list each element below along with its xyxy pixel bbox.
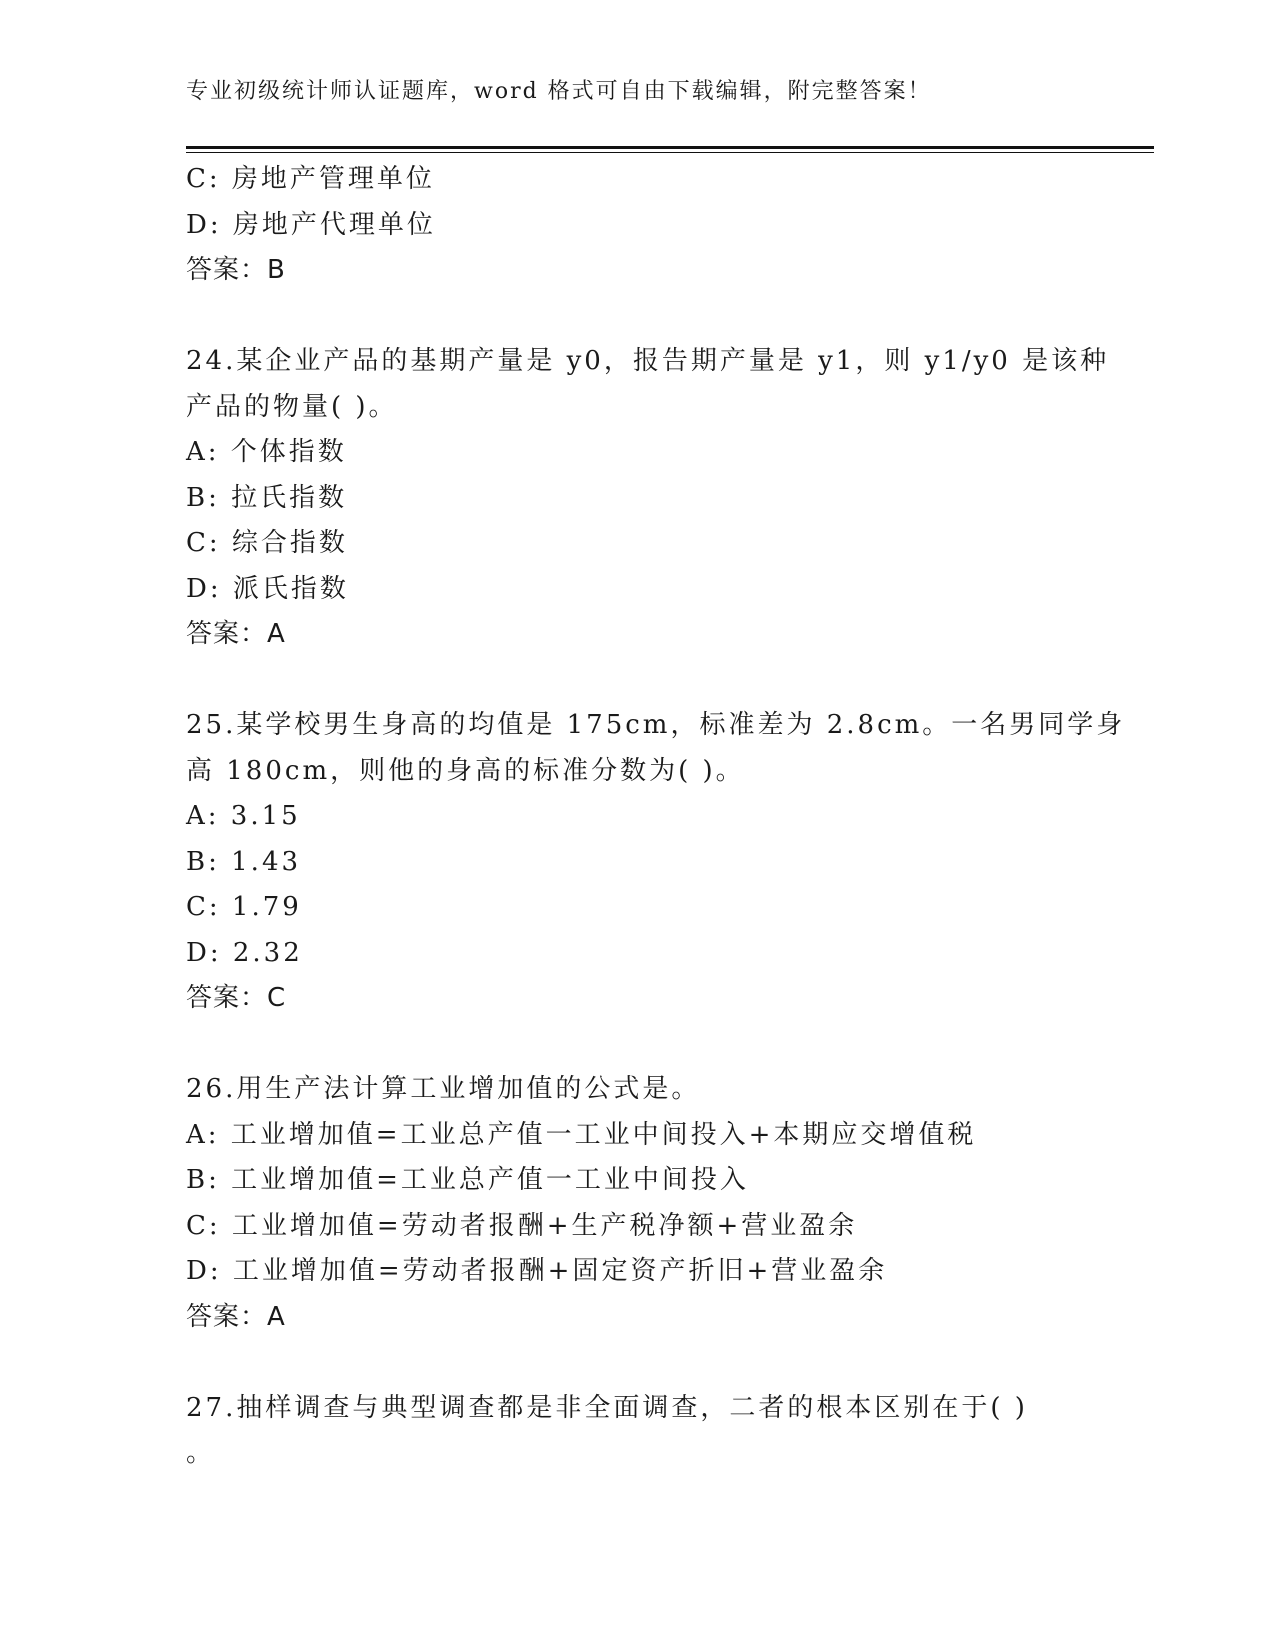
option-line: C: 房地产管理单位: [186, 164, 435, 194]
question-stem: 。: [186, 1438, 216, 1468]
question-stem: 产品的物量( )。: [186, 391, 398, 422]
header-divider-thick: [186, 146, 1154, 149]
option-line: D: 2.32: [186, 937, 303, 968]
option-line: C: 综合指数: [186, 528, 348, 558]
answer-line: 答案：A: [186, 1301, 286, 1332]
spacer: [186, 658, 1086, 704]
option-line: B: 工业增加值=工业总产值一工业中间投入: [186, 1165, 749, 1195]
option-line: D: 工业增加值=劳动者报酬+固定资产折旧+营业盈余: [186, 1256, 888, 1286]
page-header: 专业初级统计师认证题库，word 格式可自由下载编辑，附完整答案！: [186, 79, 932, 104]
option-line: C: 1.79: [186, 892, 302, 922]
answer-line: 答案：C: [186, 983, 287, 1013]
option-line: A: 工业增加值=工业总产值一工业中间投入+本期应交增值税: [186, 1119, 977, 1150]
answer-line: 答案：B: [186, 255, 286, 285]
option-line: B: 1.43: [186, 846, 302, 877]
option-line: A: 3.15: [186, 801, 301, 831]
option-line: C: 工业增加值=劳动者报酬+生产税净额+营业盈余: [186, 1210, 858, 1241]
option-line: D: 房地产代理单位: [186, 209, 436, 240]
option-line: D: 派氏指数: [186, 573, 349, 604]
option-line: A: 个体指数: [186, 437, 347, 467]
question-stem: 24.某企业产品的基期产量是 y0，报告期产量是 y1，则 y1/y0 是该种: [186, 346, 1110, 376]
question-stem: 高 180cm，则他的身高的标准分数为( )。: [186, 755, 745, 786]
spacer: [186, 1340, 1086, 1386]
option-line: B: 拉氏指数: [186, 482, 348, 513]
question-content: [186, 157, 1126, 1477]
answer-line: 答案：A: [186, 619, 286, 649]
spacer: [186, 1022, 1086, 1068]
question-stem: 25.某学校男生身高的均值是 175cm，标准差为 2.8cm。一名男同学身: [186, 710, 1126, 740]
spacer: [186, 294, 1086, 340]
question-stem: 26.用生产法计算工业增加值的公式是。: [186, 1074, 701, 1104]
header-divider-thin: [186, 152, 1154, 153]
question-stem: 27.抽样调查与典型调查都是非全面调查，二者的根本区别在于( ): [186, 1392, 1028, 1423]
